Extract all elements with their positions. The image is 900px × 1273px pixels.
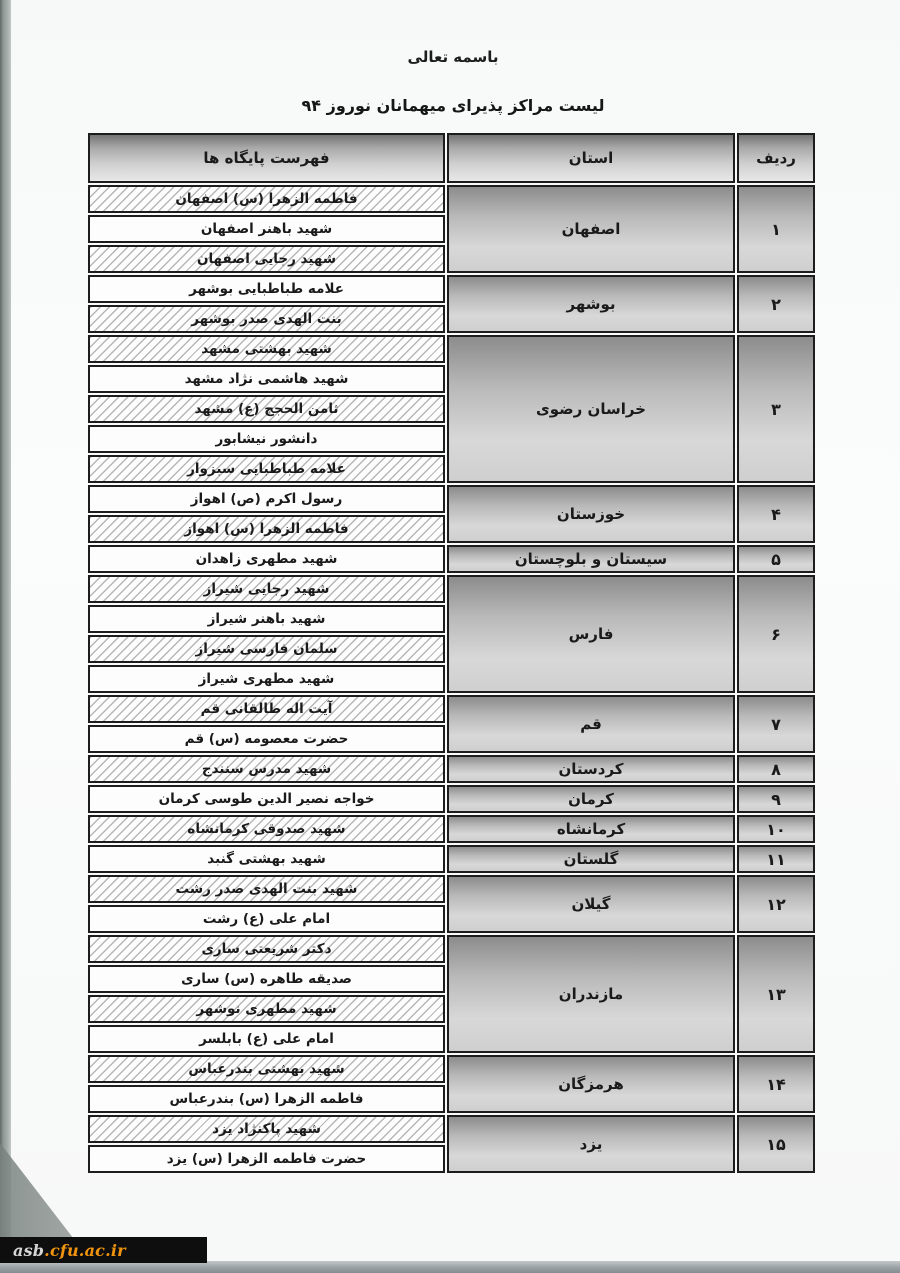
base-list bbox=[88, 185, 445, 273]
base-cell: حضرت معصومه (س) قم bbox=[88, 725, 445, 753]
row-number-cell: ۱۲ bbox=[737, 875, 815, 933]
province-cell: قم bbox=[447, 695, 735, 753]
row-number-cell: ۱۴ bbox=[737, 1055, 815, 1113]
base-list bbox=[88, 275, 445, 333]
base-cell: خواجه نصیر الدین طوسی کرمان bbox=[88, 785, 445, 813]
province-cell: مازندران bbox=[447, 935, 735, 1053]
base-cell: شهید رجایی اصفهان bbox=[88, 245, 445, 273]
table-header-row bbox=[88, 133, 815, 183]
base-cell: شهید مطهری شیراز bbox=[88, 665, 445, 693]
province-cell: بوشهر bbox=[447, 275, 735, 333]
base-list bbox=[88, 815, 445, 843]
row-number-cell: ۱۱ bbox=[737, 845, 815, 873]
base-cell: سلمان فارسی شیراز bbox=[88, 635, 445, 663]
base-cell: دانشور نیشابور bbox=[88, 425, 445, 453]
base-cell: فاطمه الزهرا (س) اصفهان bbox=[88, 185, 445, 213]
header-cell-row-number: ردیف bbox=[737, 133, 815, 183]
row-number-cell: ۱۵ bbox=[737, 1115, 815, 1173]
base-cell: امام علی (ع) بابلسر bbox=[88, 1025, 445, 1053]
base-list bbox=[88, 695, 445, 753]
base-cell: شهید باهنر شیراز bbox=[88, 605, 445, 633]
table-body bbox=[88, 185, 815, 1173]
province-cell: خراسان رضوی bbox=[447, 335, 735, 483]
base-cell: شهید رجایی شیراز bbox=[88, 575, 445, 603]
base-cell: شهید مدرس سنندج bbox=[88, 755, 445, 783]
base-list bbox=[88, 935, 445, 1053]
province-cell: خوزستان bbox=[447, 485, 735, 543]
base-cell: شهید صدوقی کرمانشاه bbox=[88, 815, 445, 843]
row-number-cell: ۷ bbox=[737, 695, 815, 753]
base-cell: شهید باهنر اصفهان bbox=[88, 215, 445, 243]
watermark-suffix: .cfu.ac.ir bbox=[44, 1240, 126, 1260]
base-cell: شهید هاشمی نژاد مشهد bbox=[88, 365, 445, 393]
base-list bbox=[88, 485, 445, 543]
site-watermark bbox=[0, 1237, 207, 1263]
row-number-cell: ۴ bbox=[737, 485, 815, 543]
base-cell: علامه طباطبایی بوشهر bbox=[88, 275, 445, 303]
base-cell: ثامن الحجج (ع) مشهد bbox=[88, 395, 445, 423]
base-cell: شهید مطهری زاهدان bbox=[88, 545, 445, 573]
base-list bbox=[88, 875, 445, 933]
base-list bbox=[88, 335, 445, 483]
base-cell: شهید پاکنژاد یزد bbox=[88, 1115, 445, 1143]
base-list bbox=[88, 1115, 445, 1173]
row-number-cell: ۱۳ bbox=[737, 935, 815, 1053]
base-cell: آیت اله طالقانی قم bbox=[88, 695, 445, 723]
province-group-row bbox=[88, 1115, 815, 1173]
row-number-cell: ۵ bbox=[737, 545, 815, 573]
base-list bbox=[88, 845, 445, 873]
province-cell: یزد bbox=[447, 1115, 735, 1173]
row-number-cell: ۹ bbox=[737, 785, 815, 813]
province-group-row bbox=[88, 1055, 815, 1113]
province-cell: سیستان و بلوچستان bbox=[447, 545, 735, 573]
bismillah-heading: باسمه تعالی bbox=[407, 48, 499, 66]
base-list bbox=[88, 785, 445, 813]
base-cell: فاطمه الزهرا (س) بندرعباس bbox=[88, 1085, 445, 1113]
base-list bbox=[88, 755, 445, 783]
province-cell: گلستان bbox=[447, 845, 735, 873]
base-cell: بنت الهدی صدر بوشهر bbox=[88, 305, 445, 333]
province-group-row bbox=[88, 845, 815, 873]
base-cell: شهید بهشتی گنبد bbox=[88, 845, 445, 873]
base-list bbox=[88, 1055, 445, 1113]
province-group-row bbox=[88, 875, 815, 933]
row-number-cell: ۸ bbox=[737, 755, 815, 783]
base-cell: حضرت فاطمه الزهرا (س) یزد bbox=[88, 1145, 445, 1173]
base-cell: شهید بنت الهدی صدر رشت bbox=[88, 875, 445, 903]
province-group-row bbox=[88, 275, 815, 333]
province-group-row bbox=[88, 815, 815, 843]
row-number-cell: ۱ bbox=[737, 185, 815, 273]
row-number-cell: ۳ bbox=[737, 335, 815, 483]
province-group-row bbox=[88, 935, 815, 1053]
base-list bbox=[88, 575, 445, 693]
base-list bbox=[88, 545, 445, 573]
province-cell: فارس bbox=[447, 575, 735, 693]
scan-edge-left bbox=[0, 0, 11, 1273]
province-cell: اصفهان bbox=[447, 185, 735, 273]
base-cell: فاطمه الزهرا (س) اهواز bbox=[88, 515, 445, 543]
province-group-row bbox=[88, 575, 815, 693]
base-cell: صدیقه طاهره (س) ساری bbox=[88, 965, 445, 993]
watermark-prefix: asb bbox=[13, 1240, 45, 1260]
province-group-row bbox=[88, 695, 815, 753]
province-cell: کردستان bbox=[447, 755, 735, 783]
document-title: لیست مراکز پذیرای میهمانان نوروز ۹۴ bbox=[301, 96, 605, 115]
province-group-row bbox=[88, 335, 815, 483]
base-cell: دکتر شریعتی ساری bbox=[88, 935, 445, 963]
province-cell: هرمزگان bbox=[447, 1055, 735, 1113]
province-group-row bbox=[88, 185, 815, 273]
province-cell: کرمانشاه bbox=[447, 815, 735, 843]
header-cell-bases: فهرست پایگاه ها bbox=[88, 133, 445, 183]
base-cell: شهید بهشتی بندرعباس bbox=[88, 1055, 445, 1083]
province-group-row bbox=[88, 785, 815, 813]
province-cell: کرمان bbox=[447, 785, 735, 813]
row-number-cell: ۶ bbox=[737, 575, 815, 693]
base-cell: شهید مطهری نوشهر bbox=[88, 995, 445, 1023]
province-group-row bbox=[88, 755, 815, 783]
base-cell: رسول اکرم (ص) اهواز bbox=[88, 485, 445, 513]
base-cell: امام علی (ع) رشت bbox=[88, 905, 445, 933]
province-cell: گیلان bbox=[447, 875, 735, 933]
province-group-row bbox=[88, 485, 815, 543]
centers-table bbox=[88, 133, 815, 1173]
header-cell-province: استان bbox=[447, 133, 735, 183]
base-cell: علامه طباطبایی سبزوار bbox=[88, 455, 445, 483]
province-group-row bbox=[88, 545, 815, 573]
row-number-cell: ۱۰ bbox=[737, 815, 815, 843]
base-cell: شهید بهشتی مشهد bbox=[88, 335, 445, 363]
row-number-cell: ۲ bbox=[737, 275, 815, 333]
